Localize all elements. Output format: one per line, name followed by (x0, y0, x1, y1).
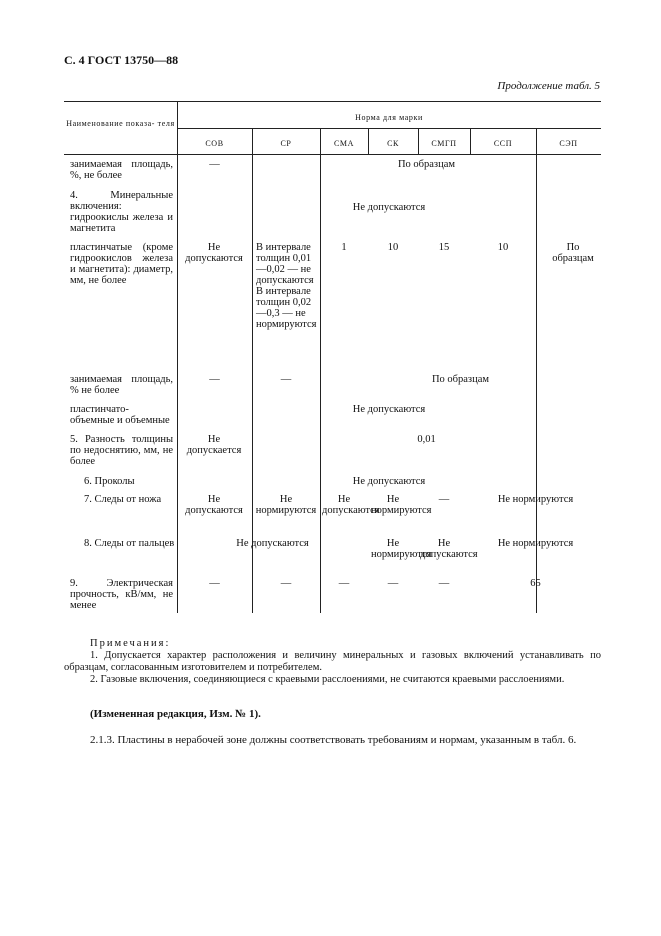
cell: 10 (497, 242, 509, 253)
cell: Не нормируются (371, 538, 432, 560)
cell-span: 0,01 (417, 434, 436, 445)
cell-span: Не нормируются (497, 494, 574, 505)
note-1: 1. Допускается характер расположения и величину минеральных и газовых включений устанавливать по образцам, согласованным изготовителем и потребителем. (64, 650, 601, 673)
row-name: 6. Проколы (84, 476, 135, 487)
cell-span: По образцам (431, 374, 490, 385)
cell-span: 65 (530, 578, 541, 589)
row-name: пластинчато-объемные и объемные (70, 404, 170, 426)
notes-title: Примечания: (90, 638, 171, 649)
note-2: 2. Газовые включения, соединяющиеся с краевыми расслоениями, не считаются краевыми расслоениями. (90, 674, 565, 685)
cell: В интервале толщин 0,01—0,02 — не допускаются В интервале толщин 0,02—0,3 — не нормируются (256, 242, 317, 330)
cell-span: Не допускаются (352, 202, 426, 213)
table-continuation: Продолжение табл. 5 (497, 80, 600, 92)
amendment-note: (Измененная редакция, Изм. № 1). (90, 708, 261, 720)
grade-ssp: ССП (493, 139, 513, 148)
row-name: занимаемая площадь, %, не более (70, 159, 173, 181)
cell: — (438, 578, 450, 589)
grade-sr: СР (280, 139, 292, 148)
cell: — (280, 578, 292, 589)
cell: Не нормируются (371, 494, 432, 516)
grade-sk: СК (387, 139, 399, 148)
paragraph-2-1-3 (64, 734, 601, 747)
cell: 10 (387, 242, 399, 253)
row-name: пластинчатые (кроме гидроокислов железа и магнетита): диаметр, мм, не более (70, 242, 173, 286)
row-name: 8. Следы от пальцев (84, 538, 175, 549)
grade-sma: СМА (333, 139, 355, 148)
cell-span: Не нормируются (497, 538, 574, 549)
cell: Не допускаются (322, 494, 380, 516)
cell-span: Не допускаются (352, 404, 426, 415)
paragraph-text: 2.1.3. Пластины в нерабочей зоне должны соответствовать требованиям и нормам, указанным в табл. 6. (90, 734, 577, 746)
cell: Не допускаются (185, 242, 243, 264)
row-name: занимаемая площадь, % не более (70, 374, 173, 396)
cell-span: По образцам (397, 159, 456, 170)
cell: — (438, 494, 450, 505)
row-name: 7. Следы от ножа (84, 494, 162, 505)
cell: — (280, 374, 292, 385)
cell: Не нормируются (255, 494, 317, 516)
cell: Не допускаются (420, 538, 478, 560)
cell: — (209, 578, 220, 589)
cell: — (387, 578, 399, 589)
cell: По образцам (552, 242, 594, 264)
cell-span: Не допускаются (236, 538, 309, 549)
cell-span: Не допускаются (352, 476, 426, 487)
grade-smgp: СМГП (431, 139, 457, 148)
cell: Не допускается (186, 434, 242, 456)
row-name: 5. Разность толщины по недоснятию, мм, не более (70, 434, 173, 467)
cell: 1 (341, 242, 347, 253)
cell: Не допускаются (185, 494, 243, 516)
cell: — (338, 578, 350, 589)
cell: — (209, 159, 220, 170)
row-name: 9. Электрическая прочность, кВ/мм, не менее (70, 578, 173, 611)
cell: — (209, 374, 220, 385)
col-head-norm: Норма для марки (355, 113, 423, 122)
page-ref: С. 4 ГОСТ 13750—88 (64, 53, 179, 67)
cell: 15 (438, 242, 450, 253)
grade-sep: СЭП (559, 139, 578, 148)
notes (64, 638, 601, 686)
col-head-indicator: Наименование показа- теля (66, 119, 175, 128)
grade-sov: СОВ (205, 139, 224, 148)
row-name: 4. Минеральные включения: гидроокислы железа и магнетита (70, 190, 173, 234)
